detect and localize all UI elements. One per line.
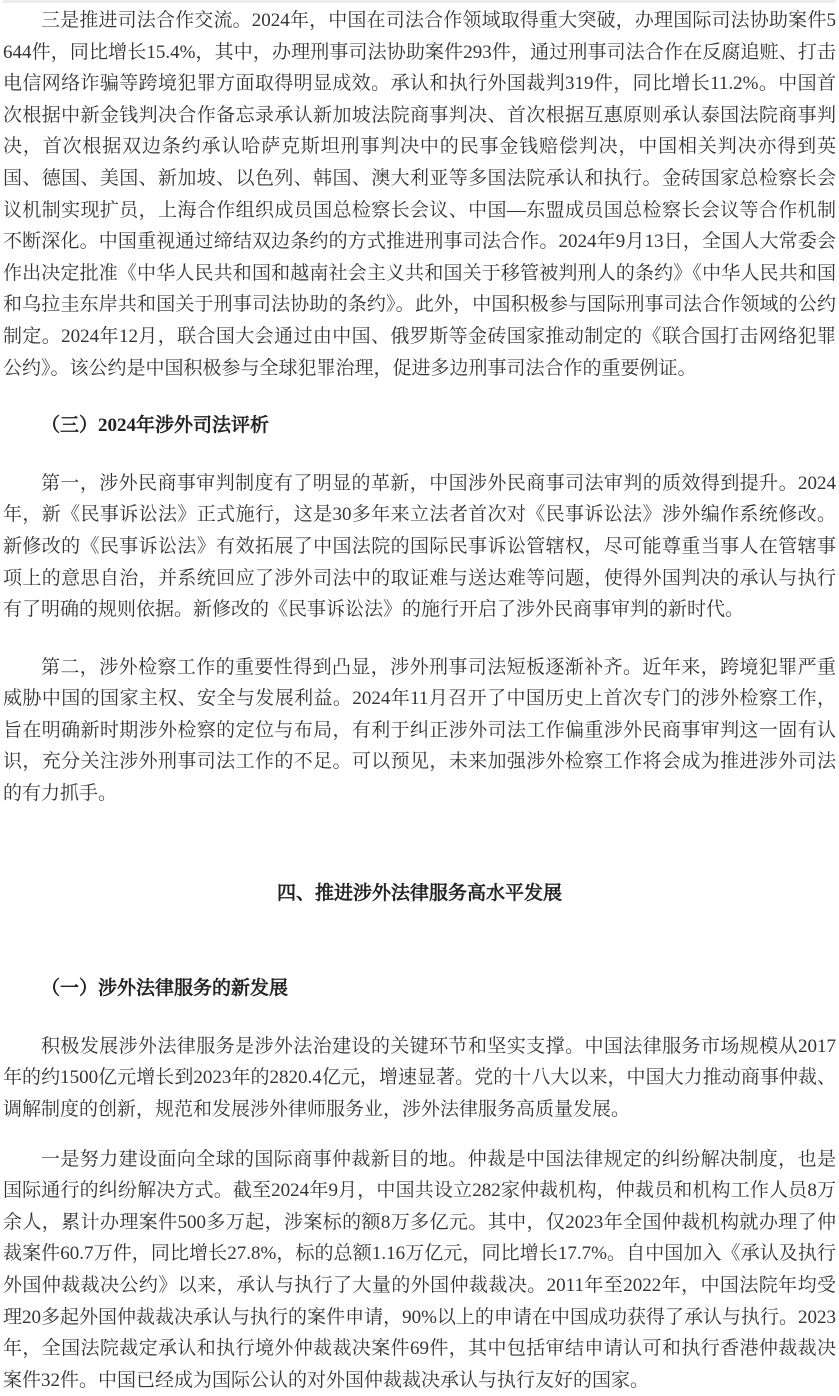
chapter-heading-legal-services: 四、推进涉外法律服务高水平发展	[276, 882, 562, 904]
page-top-edge	[3, 0, 836, 3]
section-heading-legal-services-development: （一）涉外法律服务的新发展	[41, 978, 289, 1000]
paragraph-international-arbitration: 一是努力建设面向全球的国际商事仲裁新目的地。仲裁是中国法律规定的纠纷解决制度，也是国际通行的纠纷解决方式。截至2024年9月，中国共设立282家仲裁机构，仲裁员和机构工作人员8万余人，累计办理案件500多万起，涉案标的额8万多亿元。其中，仅2023年全国仲裁机构就办理了仲裁案件60.7万件，同比增长27.8%，标的总额1.16万亿元，同比增长17.7%。自中国加入《承认及执行外国仲裁裁决公约》以来，承认与执行了大量的外国仲裁裁决。2011年至2022年，中国法院年均受理20多起外国仲裁裁决承认与执行的案件申请，90%以上的申请在中国成功获得了承认与执行。2023年，全国法院裁定承认和执行境外仲裁裁决案件69件，其中包括审结申请认可和执行香港仲裁裁决案件32件。中国已经成为国际公认的对外国仲裁裁决承认与执行友好的国家。	[3, 1148, 836, 1391]
section-heading-2024-judicial-review: （三）2024年涉外司法评析	[41, 415, 270, 437]
paragraph-civil-commercial-trial-reform: 第一，涉外民商事审判制度有了明显的革新，中国涉外民商事司法审判的质效得到提升。2024年，新《民事诉讼法》正式施行，这是30多年来立法者首次对《民事诉讼法》涉外编作系统修改。新修改的《民事诉讼法》有效拓展了中国法院的国际民事诉讼管辖权，尽可能尊重当事人在管辖事项上的意思自治，并系统回应了涉外司法中的取证难与送达难等问题，使得外国判决的承认与执行有了明确的规则依据。新修改的《民事诉讼法》的施行开启了涉外民商事审判的新时代。	[3, 472, 836, 621]
paragraph-legal-services-overview: 积极发展涉外法律服务是涉外法治建设的关键环节和坚实支撑。中国法律服务市场规模从2017年的约1500亿元增长到2023年的2820.4亿元，增速显著。党的十八大以来，中国大力推动商事仲裁、调解制度的创新，规范和发展涉外律师服务业，涉外法律服务高质量发展。	[3, 1035, 836, 1121]
paragraph-judicial-cooperation-exchange: 三是推进司法合作交流。2024年，中国在司法合作领域取得重大突破，办理国际司法协助案件5644件，同比增长15.4%，其中，办理刑事司法协助案件293件，通过刑事司法合作在反腐追赃、打击电信网络诈骗等跨境犯罪方面取得明显成效。承认和执行外国裁判319件，同比增长11.2%。中国首次根据中新金钱判决合作备忘录承认新加坡法院商事判决、首次根据互惠原则承认泰国法院商事判决，首次根据双边条约承认哈萨克斯坦刑事判决中的民事金钱赔偿判决，中国相关判决亦得到英国、德国、美国、新加坡、以色列、韩国、澳大利亚等多国法院承认和执行。金砖国家总检察长会议机制实现扩员，上海合作组织成员国总检察长会议、中国—东盟成员国总检察长会议等合作机制不断深化。中国重视通过缔结双边条约的方式推进刑事司法合作。2024年9月13日，全国人大常委会作出决定批准《中华人民共和国和越南社会主义共和国关于移管被判刑人的条约》《中华人民共和国和乌拉圭东岸共和国关于刑事司法协助的条约》。此外，中国积极参与国际刑事司法合作领域的公约制定。2024年12月，联合国大会通过由中国、俄罗斯等金砖国家推动制定的《联合国打击网络犯罪公约》。该公约是中国积极参与全球犯罪治理，促进多边刑事司法合作的重要例证。	[3, 10, 836, 379]
paragraph-foreign-procuratorial-work: 第二，涉外检察工作的重要性得到凸显，涉外刑事司法短板逐渐补齐。近年来，跨境犯罪严重威胁中国的国家主权、安全与发展利益。2024年11月召开了中国历史上首次专门的涉外检察工作，旨在明确新时期涉外检察的定位与布局，有利于纠正涉外司法工作偏重涉外民商事审判这一固有认识，充分关注涉外刑事司法工作的不足。可以预见，未来加强涉外检察工作将会成为推进涉外司法的有力抓手。	[3, 656, 836, 805]
